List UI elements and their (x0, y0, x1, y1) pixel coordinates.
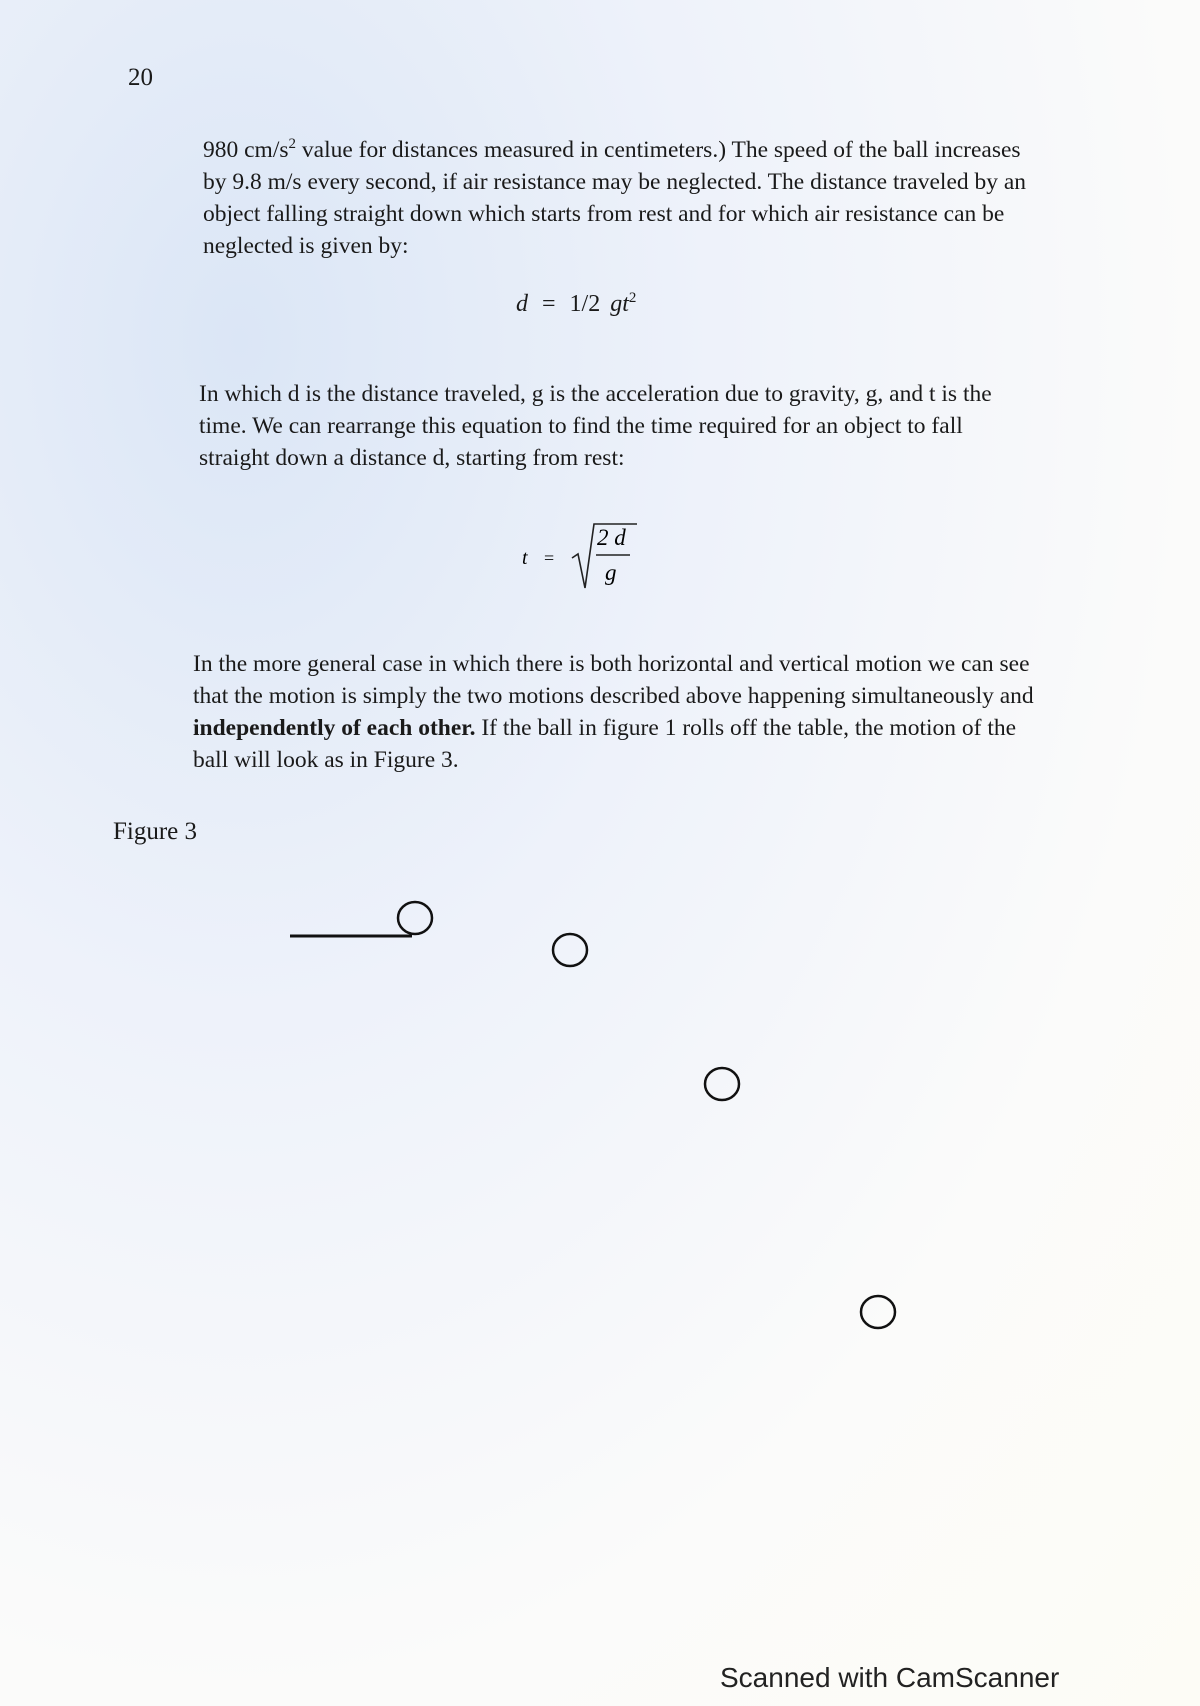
eq1-coefficient: 1/2 (569, 291, 601, 317)
paragraph-2: In which d is the distance traveled, g is the acceleration due to gravity, g, and t is the time. We can rearrange this equation to find the time required for an object to fall straight down a distance d, starting from rest: (199, 381, 992, 471)
paragraph-1-part1: 980 cm/s (203, 136, 289, 163)
eq2-numerator: 2 d (597, 525, 626, 550)
eq1-exponent: 2 (628, 290, 637, 306)
paragraph-1-part2: value for distances measured in centimeters.) The speed of the ball increases by 9.8 m/s every second, if air resistance may be neglected. The distance traveled by an object falling straight down which starts from rest and for which air resistance can be neglected is given by: (203, 136, 1027, 259)
paragraph-1-superscript: 2 (288, 136, 297, 152)
scanner-watermark: Scanned with CamScanner (720, 1662, 1060, 1693)
paragraph-3-part2: If the ball in figure 1 rolls off the table, the motion of the ball will look as in Figure 3. (193, 715, 1017, 773)
paragraph-3-bold: independently of each other. (193, 715, 476, 741)
eq2-denominator: g (605, 560, 617, 585)
paragraph-3-part1: In the more general case in which there is both horizontal and vertical motion we can see that the motion is simply the two motions described above happening simultaneously and (193, 651, 1034, 709)
ball-4 (861, 1296, 895, 1328)
eq1-g: g (610, 291, 623, 317)
eq1-t: t (622, 291, 629, 317)
eq2-equals: = (544, 548, 555, 568)
eq2-lhs: t (522, 547, 528, 569)
figure-label: Figure 3 (113, 818, 198, 845)
eq1-lhs: d (516, 291, 528, 317)
eq1-equals: = (542, 291, 556, 317)
ball-3 (705, 1068, 739, 1100)
page-number: 20 (128, 64, 153, 91)
ball-1 (398, 902, 432, 934)
ball-2 (553, 934, 587, 966)
